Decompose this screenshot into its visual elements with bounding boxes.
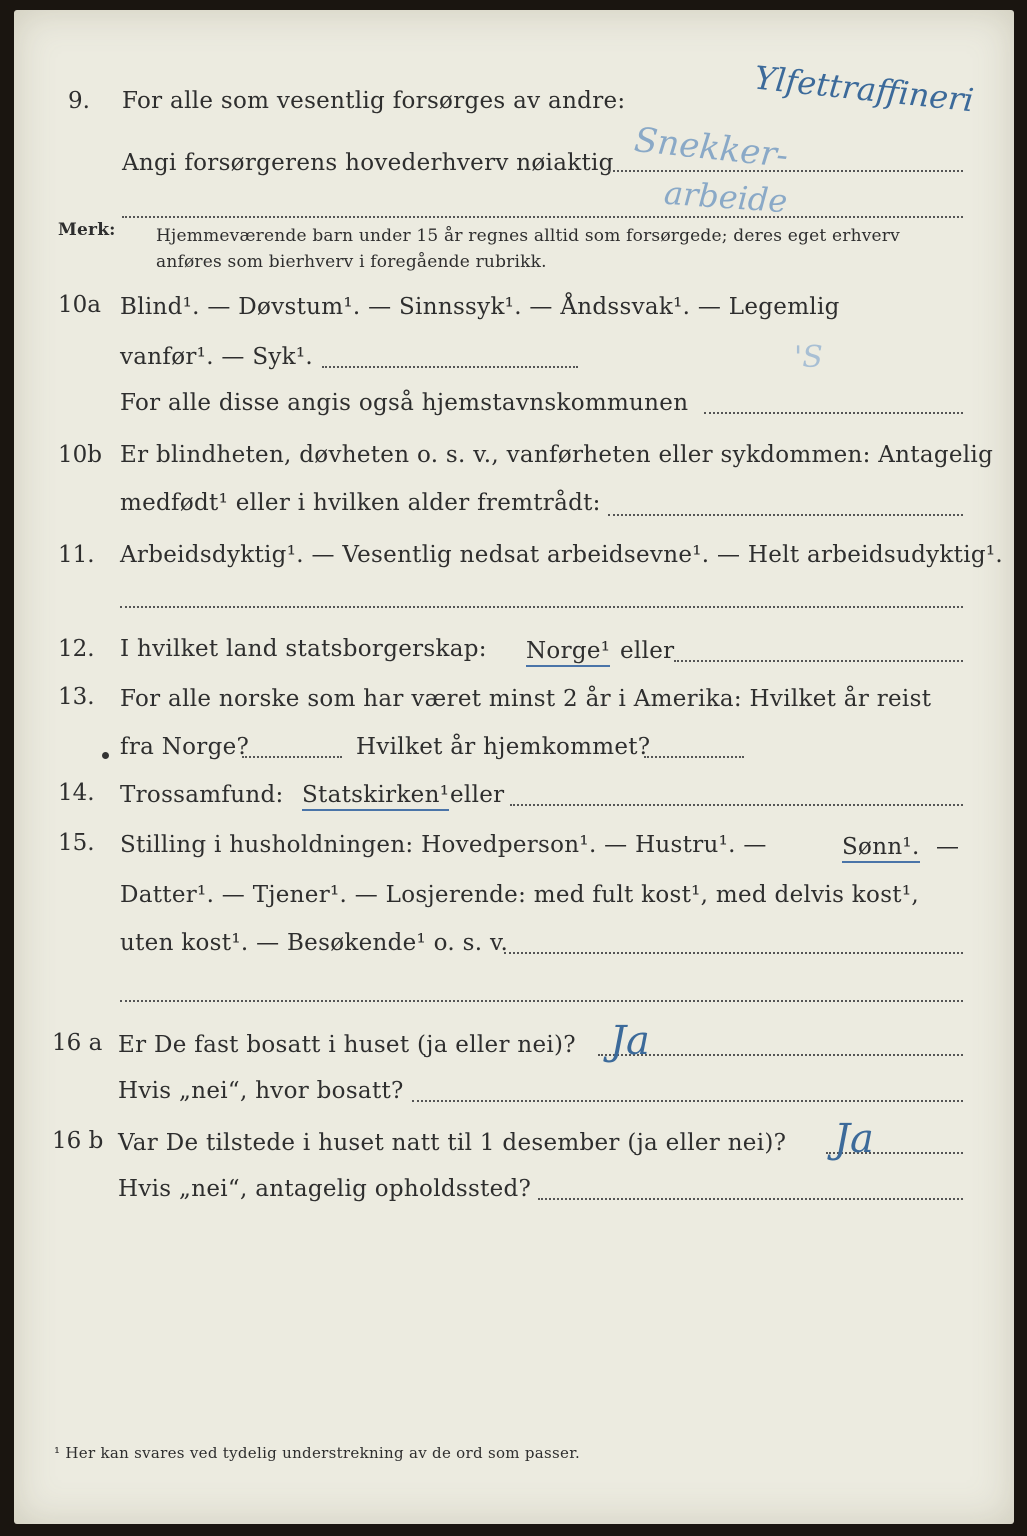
q14-number: 14. xyxy=(58,780,95,806)
q15-sonn-option[interactable] xyxy=(842,834,920,860)
q14-statskirken-underlined: Statskirken¹ xyxy=(302,782,449,811)
q12-number: 12. xyxy=(58,636,95,662)
q15-line1b: — xyxy=(936,834,960,860)
q15-line3: uten kost¹. — Besøkende¹ o. s. v. xyxy=(120,930,509,956)
q9-number: 9. xyxy=(68,88,90,114)
q9-line1: For alle som vesentlig forsørges av andre: xyxy=(122,88,626,114)
q10b-line1: Er blindheten, døvheten o. s. v., vanførheten eller sykdommen: Antagelig xyxy=(120,442,994,468)
q15-answer-line-2[interactable] xyxy=(120,1000,963,1002)
q10a-home-municipality-line[interactable] xyxy=(704,412,963,414)
q10b-line2: medfødt¹ eller i hvilken alder fremtrådt: xyxy=(120,490,601,516)
q16a-handwritten-answer: Ja xyxy=(610,1018,650,1064)
q11-line1: Arbeidsdyktig¹. — Vesentlig nedsat arbeidsevne¹. — Helt arbeidsudyktig¹. xyxy=(120,542,1004,568)
q10b-number: 10b xyxy=(58,442,102,468)
q9-answer-line-2[interactable] xyxy=(122,216,963,218)
q14-answer-line[interactable] xyxy=(510,804,963,806)
q15-line2: Datter¹. — Tjener¹. — Losjerende: med fult kost¹, med delvis kost¹, xyxy=(120,882,919,908)
q9-handwritten-occupation-2: arbeide xyxy=(662,173,789,221)
q13-line2b: Hvilket år hjemkommet? xyxy=(356,734,651,760)
q10a-answer-line[interactable] xyxy=(322,366,578,368)
q16b-line1: Var De tilstede i huset natt til 1 desember (ja eller nei)? xyxy=(118,1130,787,1156)
q16b-handwritten-answer: Ja xyxy=(834,1116,874,1162)
merk-label: Merk: xyxy=(58,220,116,240)
q10a-line3: For alle disse angis også hjemstavnskommunen xyxy=(120,390,689,416)
q10a-line1: Blind¹. — Døvstum¹. — Sinnssyk¹. — Åndssvak¹. — Legemlig xyxy=(120,294,840,320)
q13-line2a: fra Norge? xyxy=(120,734,250,760)
q11-number: 11. xyxy=(58,542,95,568)
q16a-line1: Er De fast bosatt i huset (ja eller nei)? xyxy=(118,1032,576,1058)
q11-answer-line[interactable] xyxy=(120,606,963,608)
q13-line1: For alle norske som har været minst 2 år i Amerika: Hvilket år reist xyxy=(120,686,932,712)
q12-norge-option[interactable] xyxy=(526,638,610,664)
q16a-line2: Hvis „nei“, hvor bosatt? xyxy=(118,1078,404,1104)
q16a-residence-line[interactable] xyxy=(412,1100,963,1102)
bullet-mark xyxy=(102,752,109,759)
q16b-line2: Hvis „nei“, antagelig opholdssted? xyxy=(118,1176,532,1202)
q10a-line2: vanfør¹. — Syk¹. xyxy=(120,344,314,370)
q14-suffix: eller xyxy=(450,782,505,808)
q10a-handwritten-mark: 'S xyxy=(794,340,823,375)
q15-answer-line[interactable] xyxy=(504,952,963,954)
q15-line1a: Stilling i husholdningen: Hovedperson¹. — Hustru¹. — xyxy=(120,832,767,858)
q15-sonn-underlined: Sønn¹. xyxy=(842,834,920,863)
q9-handwritten-occupation: Snekker- xyxy=(632,120,791,176)
merk-line1: Hjemmeværende barn under 15 år regnes alltid som forsørgede; deres eget erhverv xyxy=(156,226,900,246)
q16a-answer-line[interactable] xyxy=(598,1054,963,1056)
census-form-page xyxy=(14,10,1014,1524)
q9-handwritten-employer: Ylfettraffineri xyxy=(752,58,976,120)
q16b-whereabouts-line[interactable] xyxy=(538,1198,963,1200)
q12-norge-underlined: Norge¹ xyxy=(526,638,610,667)
q13-number: 13. xyxy=(58,684,95,710)
q10a-number: 10a xyxy=(58,292,101,318)
q12-prefix: I hvilket land statsborgerskap: xyxy=(120,636,487,662)
merk-line2: anføres som bierhverv i foregående rubrikk. xyxy=(156,252,547,272)
q12-answer-line[interactable] xyxy=(674,660,963,662)
q10b-answer-line[interactable] xyxy=(608,514,963,516)
q14-prefix: Trossamfund: xyxy=(120,782,284,808)
q12-suffix: eller xyxy=(620,638,675,664)
q13-departure-year-line[interactable] xyxy=(242,756,342,758)
q13-return-year-line[interactable] xyxy=(644,756,744,758)
q16b-number: 16 b xyxy=(52,1128,104,1154)
q15-number: 15. xyxy=(58,830,95,856)
footnote: ¹ Her kan svares ved tydelig understrekning av de ord som passer. xyxy=(54,1444,581,1462)
q14-statskirken-option[interactable] xyxy=(302,782,449,808)
q9-line2: Angi forsørgerens hovederhverv nøiaktig xyxy=(122,150,614,176)
q16a-number: 16 a xyxy=(52,1030,103,1056)
